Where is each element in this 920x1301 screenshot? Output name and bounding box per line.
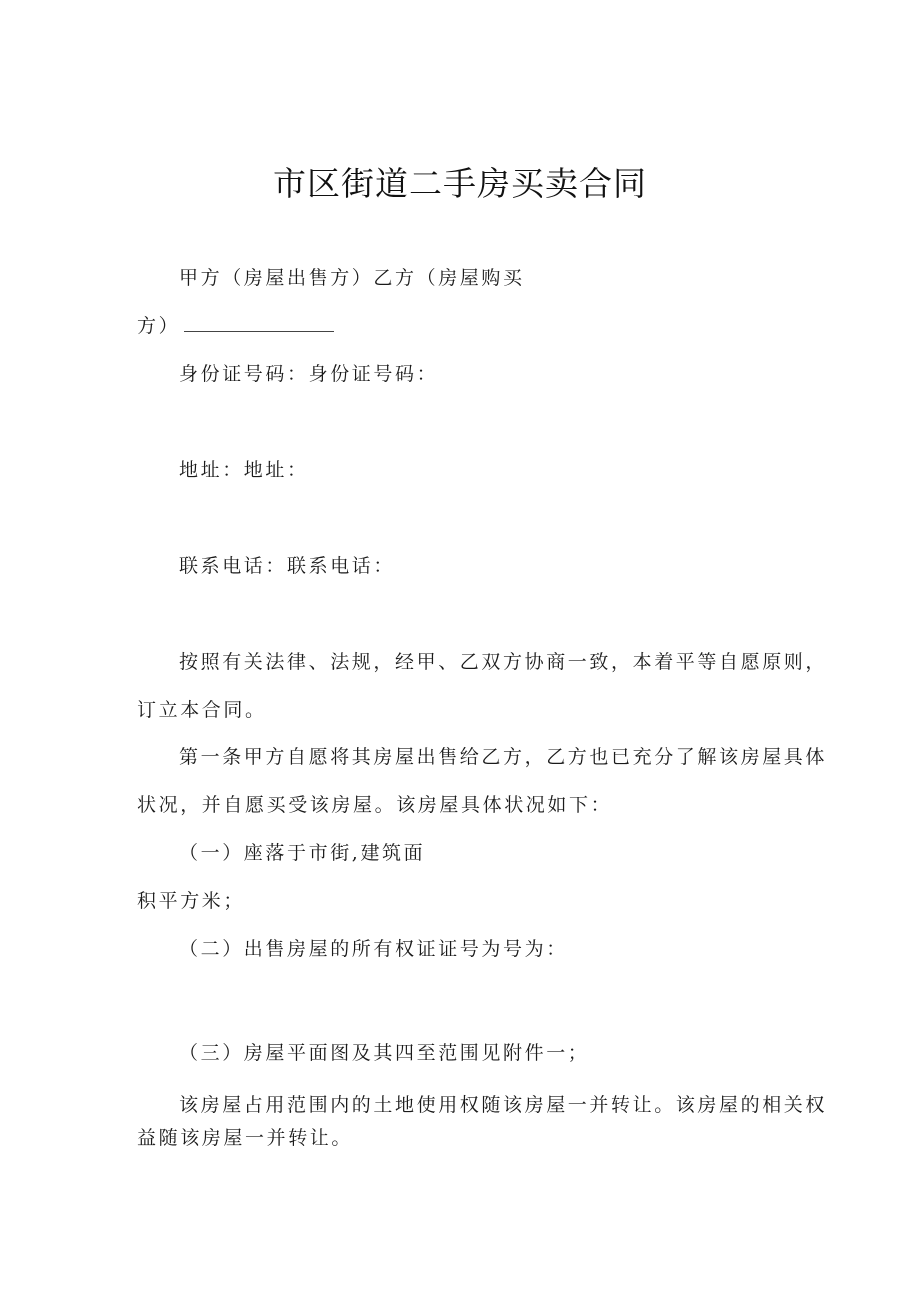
parties-line-1: 甲方（房屋出售方）乙方（房屋购买 [179, 267, 525, 289]
blank-underline [184, 317, 334, 332]
address-line: 地址：地址： [179, 459, 309, 481]
item1-line-1: （一）座落于市街,建筑面 [179, 842, 426, 864]
parties-line-2-text: 方） [137, 315, 181, 337]
item2-line: （二）出售房屋的所有权证证号为号为： [179, 938, 568, 960]
phone-line: 联系电话：联系电话： [179, 555, 396, 577]
page-title: 市区街道二手房买卖合同 [273, 164, 647, 203]
article1-line-1: 第一条甲方自愿将其房屋出售给乙方，乙方也已充分了解该房屋具体 [179, 746, 828, 768]
preamble-line-1: 按照有关法律、法规，经甲、乙双方协商一致，本着平等自愿原则， [179, 651, 828, 673]
land-use-line-1: 该房屋占用范围内的土地使用权随该房屋一并转让。该房屋的相关权 [179, 1094, 828, 1116]
parties-line-2 [137, 314, 334, 338]
item3-line: （三）房屋平面图及其四至范围见附件一； [179, 1042, 590, 1064]
preamble-line-2: 订立本合同。 [137, 699, 267, 721]
id-number-line: 身份证号码：身份证号码： [179, 363, 439, 385]
item1-line-2: 积平方米； [137, 890, 246, 912]
land-use-line-2: 益随该房屋一并转让。 [137, 1127, 354, 1149]
article1-line-2: 状况，并自愿买受该房屋。该房屋具体状况如下： [137, 794, 613, 816]
